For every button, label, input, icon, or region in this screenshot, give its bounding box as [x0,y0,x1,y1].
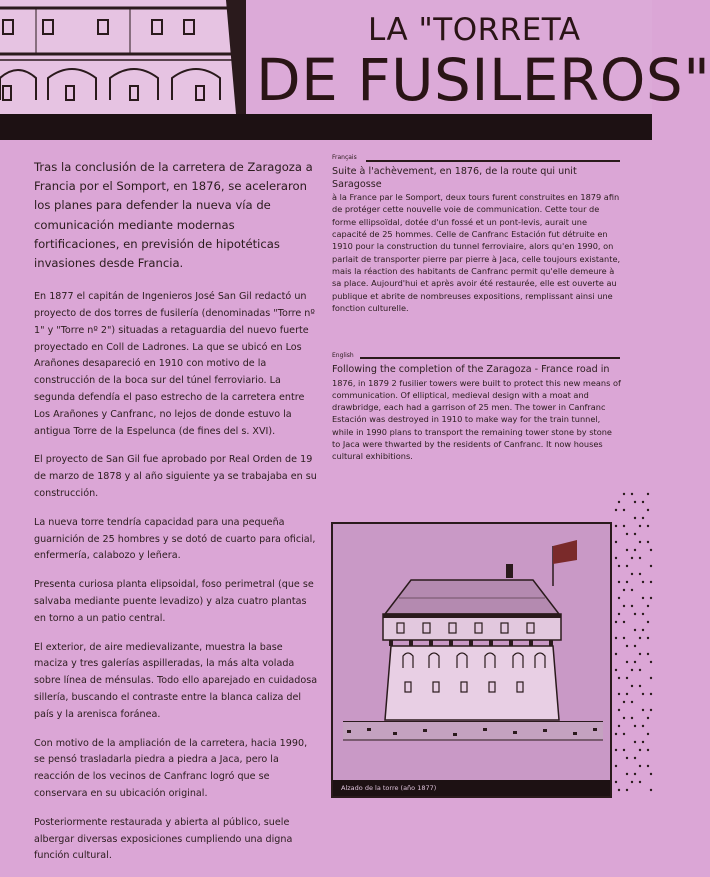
tower-elevation-drawing [333,524,610,780]
french-text [332,166,622,314]
spanish-paragraph: En 1877 el capitán de Ingenieros José San Gil redactó un proyecto de dos torres de fusilería (denominadas "Torre nº 1" y "Torre nº 2") situadas a retaguardia del nuevo fuerte proyectado en Coll de Ladrones. La que se ubicó en Los Arañones desapareció en 1910 con motivo de la construcción de la boca sur del túnel ferroviario. La segunda defendía el paso estrecho de la carretera entre Los Arañones y Canfranc, no lejos de donde estuvo la antigua Torre de la Espelunca (de fines del s. XVI). [34,291,315,437]
french-label: Français [332,154,357,161]
spanish-paragraph: Presenta curiosa planta elipsoidal, foso perimetral (que se salvaba mediante puente levadizo) y alza cuatro plantas en torno a un patio central. [34,579,314,624]
tower-facade-illustration [0,0,260,114]
english-lead: Following the completion of the Zaragoza - France road in [332,364,610,375]
decorative-dot-pattern [612,490,652,803]
english-text [332,364,622,463]
spanish-paragraph: Posteriormente restaurada y abierta al público, suele albergar diversas exposiciones cumpliendo una digna función cultural. [34,816,293,862]
spanish-paragraph: El exterior, de aire medievalizante, muestra la base maciza y tres galerías aspilleradas, la más alta volada sobre línea de ménsulas. Todo ello aparejado en cuidadosa sillería, buscando el contraste entre la blanca caliza del país y la arenisca foránea. [34,641,318,720]
english-body: 1876, in 1879 2 fusilier towers were built to protect this new means of communication. Of elliptical, medieval design with a moat and drawbridge, each had a garrison of 25 men. The tower in Canfranc Estación was destroyed in 1910 to make way for the train tunnel, while in 1990 plans to transport the remaining tower stone by stone to Jaca were thwarted by the residents of Canfranc. It now houses cultural exhibitions. [332,377,621,462]
english-label: English [332,352,354,359]
french-lead: Suite à l'achèvement, en 1876, de la route qui unit Saragosse [332,166,577,190]
french-divider [366,160,620,162]
title-line-1: LA "TORRETA [368,12,581,48]
spanish-text-column [34,158,318,877]
spanish-paragraph: La nueva torre tendría capacidad para una pequeña guarnición de 25 hombres y se dotó de cuarto para oficial, enfermería, calabozo y leñera. [34,516,316,562]
tower-elevation-figure [331,522,612,798]
header-band [0,114,652,140]
english-divider [360,357,620,359]
figure-caption: Alzado de la torre (año 1877) [333,780,610,796]
french-body: à la France par le Somport, deux tours furent construites en 1879 afin de protéger cette nouvelle voie de communication. Cette tour de forme ellipsoïdal, dotée d'un fossé et un pont-levis, aurait une capacité de 25 hommes. Celle de Canfranc Estación fut détruite en 1910 pour la construction du tunnel ferroviaire, alors qu'en 1990, on parlait de transporter pierre par pierre à Jaca, celle toujours existante, mais la réaction des habitants de Canfranc permit qu'elle demeure à sa place. Aujourd'hui et après avoir été restaurée, elle est ouverte au publique et abrite de nombreuses expositions, remplissant ainsi une fonction culturelle. [332,192,621,313]
spanish-paragraph: El proyecto de San Gil fue aprobado por Real Orden de 19 de marzo de 1878 y al año siguiente ya se trabajaba en su construcción. [34,454,317,499]
spanish-paragraph: Con motivo de la ampliación de la carretera, hacia 1990, se pensó trasladarla piedra a piedra a Jaca, pero la reacción de los vecinos de Canfranc logró que se conservara en su ubicación original. [34,737,308,799]
spanish-lead-paragraph: Tras la conclusión de la carretera de Zaragoza a Francia por el Somport, en 1876, se aceleraron los planes para defender la nueva vía de comunicación mediante modernas fortificaciones, en previsión de hipotéticas invasiones desde Francia. [34,160,313,271]
title-line-2: DE FUSILEROS" [256,46,710,114]
header [0,0,710,128]
